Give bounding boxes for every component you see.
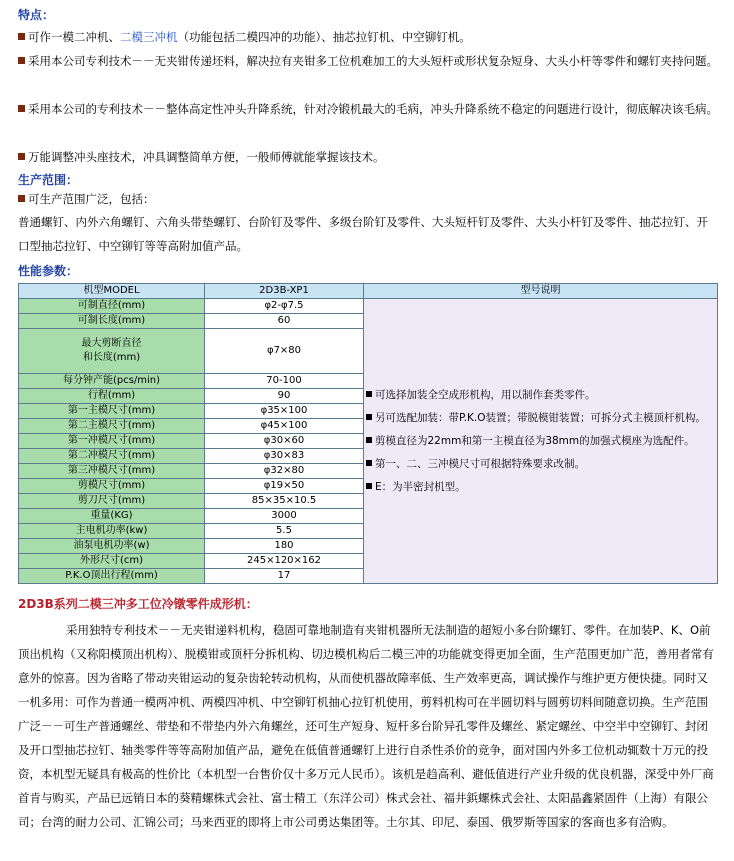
range-heading: 生产范围： <box>18 173 79 187</box>
note-item <box>364 407 717 430</box>
specs-heading: 性能参数： <box>18 264 79 278</box>
model-notes <box>364 299 718 584</box>
square-bullet-icon <box>366 414 372 420</box>
square-bullet-icon <box>366 460 372 466</box>
spec-value: 5.5 <box>205 524 364 539</box>
spec-value: 3000 <box>205 509 364 524</box>
feature-link[interactable]: 二模三冲机 <box>120 30 178 44</box>
square-bullet-icon <box>18 105 25 112</box>
note-text: 可选择加装全空成形机构，用以制作套类零件。 <box>375 388 596 401</box>
note-item <box>364 430 717 453</box>
spec-label: 行程(mm) <box>19 389 205 404</box>
square-bullet-icon <box>18 33 25 40</box>
spec-label: 重量(KG) <box>19 509 205 524</box>
table-header-row <box>19 284 718 299</box>
spec-value: 90 <box>205 389 364 404</box>
spec-value: φ19×50 <box>205 479 364 494</box>
feature-item <box>18 49 718 73</box>
square-bullet-icon <box>18 57 25 64</box>
spec-label: P.K.O顶出行程(mm) <box>19 569 205 584</box>
spec-label: 可制直径(mm) <box>19 299 205 314</box>
feature-text: 万能调整冲头座技术，冲具调整简单方便，一般师傅就能掌握该技术。 <box>28 150 385 164</box>
square-bullet-icon <box>18 195 25 202</box>
note-text: E：为半密封机型。 <box>375 480 466 493</box>
range-intro-text: 可生产范围广泛，包括： <box>28 192 155 206</box>
spec-label: 第二冲模尺寸(mm) <box>19 449 205 464</box>
spec-value: 180 <box>205 539 364 554</box>
spec-value: 245×120×162 <box>205 554 364 569</box>
spec-value: φ30×60 <box>205 434 364 449</box>
square-bullet-icon <box>366 437 372 443</box>
spec-value: φ45×100 <box>205 419 364 434</box>
spec-value: φ2-φ7.5 <box>205 299 364 314</box>
feature-text: 可作一模二冲机、 <box>28 30 120 44</box>
note-item <box>364 476 717 499</box>
col-header-value: 2D3B-XP1 <box>205 284 364 299</box>
spec-label: 第一冲模尺寸(mm) <box>19 434 205 449</box>
feature-item <box>18 25 718 49</box>
square-bullet-icon <box>366 391 372 397</box>
feature-text: （功能包括二模四冲的功能）、抽芯拉钉机、中空铆钉机。 <box>177 30 471 44</box>
spec-label: 油泵电机功率(w) <box>19 539 205 554</box>
note-text: 第一、二、三冲模尺寸可根据特殊要求改制。 <box>375 457 585 470</box>
series-title: 2D3B系列二模三冲多工位冷镦零件成形机： <box>18 597 258 611</box>
spec-label: 第二主模尺寸(mm) <box>19 419 205 434</box>
spec-label: 每分钟产能(pcs/min) <box>19 374 205 389</box>
note-item <box>364 453 717 476</box>
range-intro <box>18 187 718 211</box>
spec-label: 第一主模尺寸(mm) <box>19 404 205 419</box>
spec-value: 60 <box>205 314 364 329</box>
note-text: 剪模直径为22mm和第一主模直径为38mm的加强式模座为选配件。 <box>375 434 695 447</box>
spec-value: 17 <box>205 569 364 584</box>
spec-label: 第三冲模尺寸(mm) <box>19 464 205 479</box>
spec-value: 85×35×10.5 <box>205 494 364 509</box>
spec-value: 70-100 <box>205 374 364 389</box>
spec-value: φ30×83 <box>205 449 364 464</box>
col-header-model: 机型MODEL <box>19 284 205 299</box>
features-heading: 特点： <box>18 8 55 22</box>
note-item <box>364 384 717 407</box>
spec-label: 可制长度(mm) <box>19 314 205 329</box>
spec-table <box>18 283 718 584</box>
col-header-note: 型号说明 <box>364 284 718 299</box>
series-description: 采用独特专利技术－－无夹钳递料机构，稳固可靠地制造有夹钳机器所无法制造的超短小多台阶螺钉、零件。在加装P、K、O前顶出机构（又称阳模顶出机构）、脱模钳或顶杆分拆机构、切边模机构后二模三冲的功能就变得更加全面，生产范围更加广范，善用者常有意外的惊喜。因为省略了带动夹钳运动的复杂齿轮转动机构，从而使机器故障率低、生产效率更高，调试操作与维护更方便快捷。同时又一机多用：可作为普通一模两冲机、两模四冲机、中空铆钉机抽心拉钉机使用，剪料机构可在半圆切料与圆剪切料间随意切换。生产范围广泛－－可生产普通螺丝、带垫和不带垫内外六角螺丝，还可生产短身、短杆多台阶异孔零件及螺丝、紧定螺丝、中空半中空铆钉、封闭及开口型抽芯拉钉、轴类零件等等高附加值产品，避免在低值普通螺钉上进行自杀性杀价的竞争，面对国内外多工位机动辄数十万元的投资，本机型无疑具有极高的性价比（本机型一台售价仅十多万元人民币）。该机是趋高利、避低值进行产业升级的优良机器，深受中外厂商首肯与购买，产品已远销日本的葵精螺株式会社、富士精工（东洋公司）株式会社、福井鋲螺株式会社、太阳晶鑫紧固件（上海）有限公司；台湾的耐力公司、汇锦公司；马来西亚的即将上市公司勇达集团等。土尔其、印尼、泰国、俄罗斯等国家的客商也多有洽购。 <box>18 623 714 829</box>
spec-label: 外形尺寸(cm) <box>19 554 205 569</box>
feature-item <box>18 97 718 121</box>
spec-value: φ7×80 <box>205 329 364 374</box>
spec-value: φ32×80 <box>205 464 364 479</box>
feature-text: 采用本公司的专利技术－－整体高定性冲头升降系统，针对冷锻机最大的毛病，冲头升降系统不稳定的问题进行设计，彻底解决该毛病。 <box>28 102 718 116</box>
spec-label: 剪模尺寸(mm) <box>19 479 205 494</box>
table-row <box>19 299 718 314</box>
feature-text: 采用本公司专利技术－－无夹钳传递坯料，解决拉有夹钳多工位机难加工的大头短杆或形状复杂短身、大头小杆等零件和螺钉夹持问题。 <box>28 54 718 68</box>
square-bullet-icon <box>366 483 372 489</box>
spec-label: 主电机功率(kw) <box>19 524 205 539</box>
square-bullet-icon <box>18 153 25 160</box>
range-text: 普通螺钉、内外六角螺钉、六角头带垫螺钉、台阶钉及零件、多级台阶钉及零件、大头短杆钉及零件、大头小杆钉及零件、抽芯拉钉、开口型抽芯拉钉、中空铆钉等等高附加值产品。 <box>18 215 708 253</box>
note-text: 另可选配加装：带P.K.O装置；带脱模钳装置；可拆分式主模顶杆机构。 <box>375 411 707 424</box>
spec-value: φ35×100 <box>205 404 364 419</box>
feature-item <box>18 145 718 169</box>
spec-label: 剪刀尺寸(mm) <box>19 494 205 509</box>
spec-label: 最大剪断直径 和长度(mm) <box>19 329 205 374</box>
